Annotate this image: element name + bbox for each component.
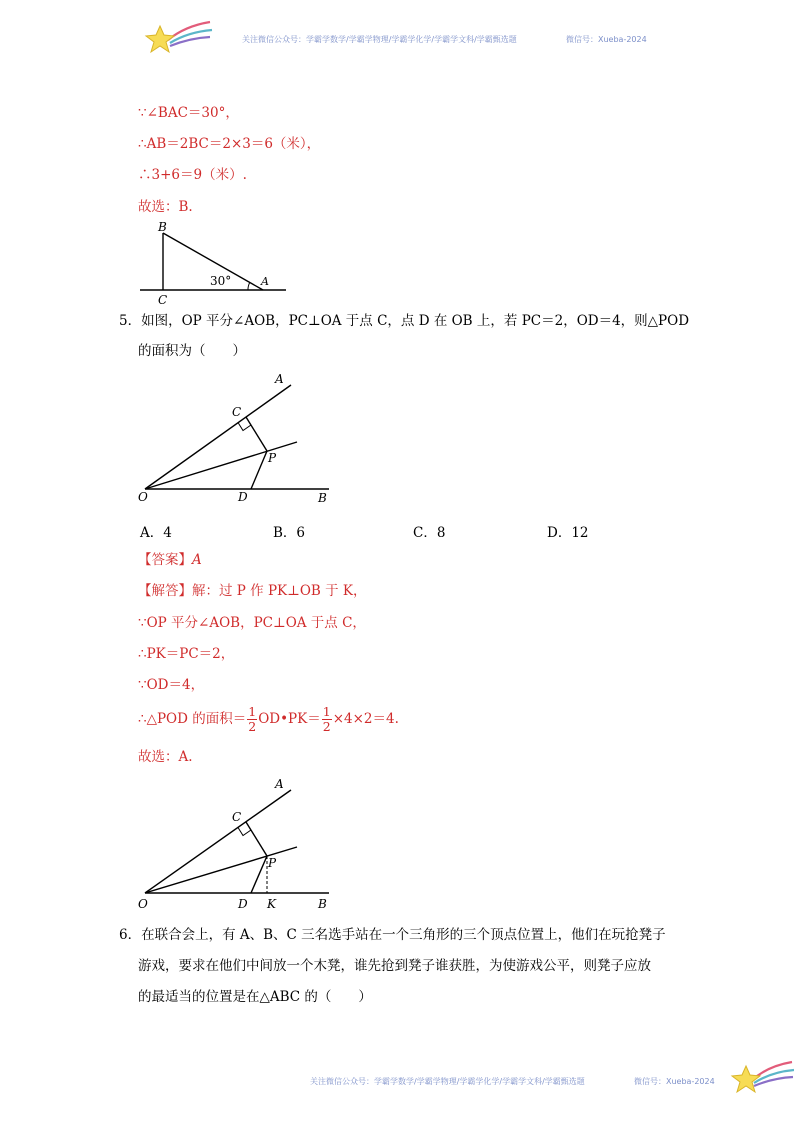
angle-bisector-figure-2 xyxy=(138,776,338,912)
option-value: 8 xyxy=(436,525,446,541)
frac-denominator: 2 xyxy=(322,719,331,734)
fig2-label-a: A xyxy=(275,372,284,386)
fig3-label-k: K xyxy=(267,897,276,911)
fig2-label-c: C xyxy=(232,405,242,419)
triangle-figure-1 xyxy=(140,216,290,308)
fig3-label-c: C xyxy=(232,810,242,824)
answer-value: A xyxy=(192,552,202,568)
header-logo xyxy=(140,18,214,58)
q5-analysis-line3: ∴PK＝PC＝2， xyxy=(138,646,235,662)
area-prefix: ∴△POD 的面积＝ xyxy=(138,711,247,727)
fig2-label-o: O xyxy=(138,490,148,504)
q5-number: 5． xyxy=(119,313,142,329)
option-value: 4 xyxy=(163,525,172,541)
fig1-label-c: C xyxy=(158,293,168,307)
frac-numerator: 1 xyxy=(322,704,331,719)
fraction-one-half-2 xyxy=(322,705,332,734)
q5-stem-line2: 的面积为（ ） xyxy=(138,343,246,359)
option-letter: B． xyxy=(273,525,297,541)
fraction-one-half xyxy=(247,705,257,734)
q6-number: 6． xyxy=(119,927,142,943)
option-letter: C． xyxy=(413,525,437,541)
option-value: 12 xyxy=(571,525,589,541)
frac-denominator: 2 xyxy=(248,719,257,734)
footer-text: 关注微信公众号：学霸学数学/学霸学物理/学霸学化学/学霸学文科/学霸甄选题 xyxy=(310,1077,585,1086)
q6-stem-line2: 游戏，要求在他们中间放一个木凳，谁先抢到凳子谁获胜，为使游戏公平，则凳子应放 xyxy=(138,958,651,974)
q6-stem-text1: 在联合会上，有 A、B、C 三名选手站在一个三角形的三个顶点位置上，他们在玩抢凳子 xyxy=(141,927,666,943)
analysis-tag: 【解答】 xyxy=(138,583,192,599)
q6-stem-line1 xyxy=(119,926,666,944)
fig2-label-d: D xyxy=(238,490,248,504)
star-logo-icon xyxy=(726,1058,794,1098)
area-mid: OD•PK＝ xyxy=(258,711,321,727)
q5-option-a[interactable] xyxy=(140,521,172,541)
q5-answer xyxy=(138,551,202,569)
q4-solution-line1: ∵∠BAC＝30°， xyxy=(138,105,239,121)
fig3-label-a: A xyxy=(275,777,284,791)
fig3-label-p: P xyxy=(268,856,277,870)
fig3-label-d: D xyxy=(238,897,248,911)
q5-analysis-line5 xyxy=(138,704,399,734)
q5-analysis-line2: ∵OP 平分∠AOB，PC⊥OA 于点 C， xyxy=(138,615,366,631)
q5-option-d[interactable] xyxy=(547,521,589,541)
star-logo-icon xyxy=(140,18,214,58)
fig2-label-p: P xyxy=(268,451,277,465)
analysis-text: 解：过 P 作 PK⊥OB 于 K， xyxy=(192,583,367,599)
fig1-label-a: A xyxy=(261,275,269,288)
q5-analysis-line6: 故选：A. xyxy=(138,749,193,765)
angle-bisector-figure-1 xyxy=(138,372,338,508)
area-suffix: ×4×2＝4. xyxy=(332,711,399,727)
option-letter: A． xyxy=(140,525,164,541)
q5-stem-line1 xyxy=(119,312,689,330)
q5-option-b[interactable] xyxy=(273,521,305,541)
fig2-label-b: B xyxy=(318,491,327,505)
header-wechat: 微信号：Xueba-2024 xyxy=(566,35,647,44)
frac-numerator: 1 xyxy=(248,704,257,719)
answer-tag: 【答案】 xyxy=(138,552,192,568)
footer-logo xyxy=(726,1058,794,1098)
fig3-label-b: B xyxy=(318,897,327,911)
q5-analysis-line4: ∵OD＝4， xyxy=(138,677,205,693)
q4-solution-line2: ∴AB＝2BC＝2×3＝6（米）， xyxy=(138,136,321,152)
header-text: 关注微信公众号：学霸学数学/学霸学物理/学霸学化学/学霸学文科/学霸甄选题 xyxy=(242,35,517,44)
q5-analysis-line1 xyxy=(138,582,366,600)
q5-stem-text1: 如图，OP 平分∠AOB，PC⊥OA 于点 C，点 D 在 OB 上，若 PC＝2，OD＝4，则△POD xyxy=(141,313,690,329)
q5-option-c[interactable] xyxy=(413,521,445,541)
fig3-label-o: O xyxy=(138,897,148,911)
option-letter: D． xyxy=(547,525,572,541)
q6-stem-line3: 的最适当的位置是在△ABC 的（ ） xyxy=(138,989,372,1005)
q4-solution-line3: ∴3+6＝9（米）. xyxy=(138,167,247,183)
option-value: 6 xyxy=(296,525,306,541)
q4-solution-line4: 故选：B. xyxy=(138,199,193,215)
footer-wechat: 微信号：Xueba-2024 xyxy=(634,1077,715,1086)
fig1-angle-label: 30° xyxy=(210,274,232,288)
fig1-label-b: B xyxy=(158,220,167,234)
